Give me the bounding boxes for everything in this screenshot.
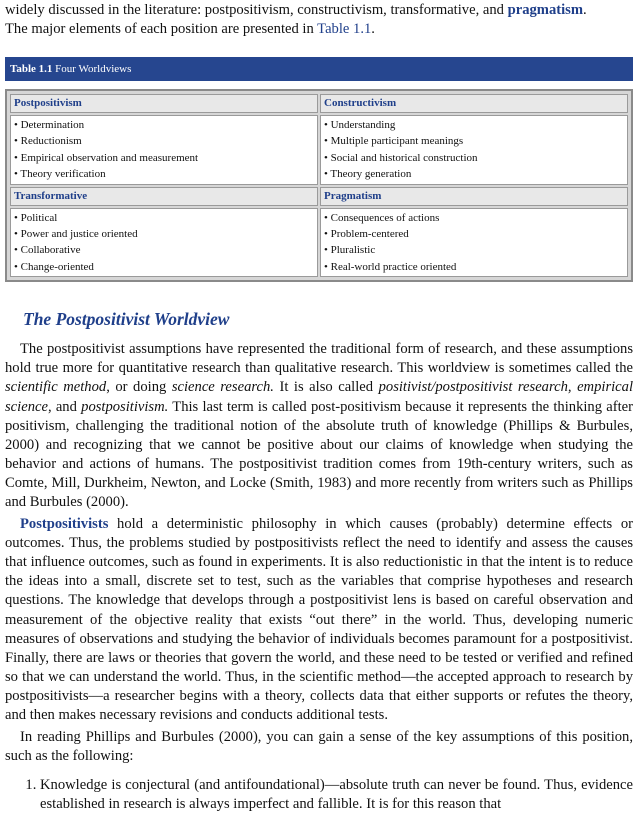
paragraph-3: In reading Phillips and Burbules (2000), you can gain a sense of the key assumptions of this position, such as the following: bbox=[5, 729, 633, 765]
postpositivists-term[interactable]: Postpositivists bbox=[20, 516, 109, 533]
p1-text-b: , or doing bbox=[106, 379, 172, 396]
table-title-bar bbox=[5, 57, 633, 81]
paragraph-1 bbox=[5, 340, 633, 512]
paragraph-2 bbox=[5, 515, 633, 725]
intro-punct: . bbox=[583, 2, 587, 18]
assumptions-list bbox=[5, 776, 633, 814]
table-cell-constructivism bbox=[320, 115, 628, 185]
list-item: • Empirical observation and measurement bbox=[14, 151, 199, 164]
list-item: • Collaborative bbox=[14, 244, 81, 257]
document-page bbox=[5, 0, 633, 815]
p1-italic-2: science research. bbox=[171, 379, 274, 396]
intro-text: widely discussed in the literature: postpositivism, constructivism, transformative, and bbox=[5, 2, 508, 18]
p1-text-c: It is also called bbox=[273, 379, 379, 396]
p1-text-e: This last term is called post-positivism because it represents the thinking after positivism, challenging the traditional notion of the absolute truth of knowledge (Phillips & Burbules, 2000) and recognizing that we cannot be positive about our claims of knowledge when studying the behavior and actions of humans. The postpositivist tradition comes from 19th-century writers, such as Comte, Mill, Durkheim, Newton, and Locke (Smith, 1983) and more recently from writers such as Phillips and Burbules (2000). bbox=[5, 398, 633, 510]
table-cell-postpositivism bbox=[10, 115, 318, 185]
list-item: • Theory generation bbox=[324, 168, 412, 181]
intro-text-2: The major elements of each position are presented in bbox=[5, 21, 318, 37]
p1-italic-1: scientific method bbox=[5, 379, 107, 396]
list-item: • Understanding bbox=[324, 119, 396, 131]
worldviews-table bbox=[5, 89, 633, 282]
intro-paragraph bbox=[5, 1, 633, 39]
list-item: • Theory verification bbox=[14, 168, 106, 181]
table-caption: Four Worldviews bbox=[52, 63, 132, 75]
table-header-pragmatism: Pragmatism bbox=[320, 187, 628, 206]
list-item: • Change-oriented bbox=[14, 260, 94, 273]
table-1-1-link[interactable]: Table 1.1 bbox=[317, 21, 372, 37]
list-item: • Determination bbox=[14, 119, 85, 131]
table-cell-pragmatism bbox=[320, 208, 628, 278]
list-item: 1. Knowledge is conjectural (and antifoundational)—absolute truth can never be found. Thus, evidence established in research is always imperfect and fallible. It is for this reason that bbox=[40, 776, 633, 814]
section-heading: The Postpositivist Worldview bbox=[23, 309, 230, 330]
list-item: • Multiple participant meanings bbox=[324, 135, 464, 148]
list-item: • Political bbox=[14, 211, 58, 224]
table-header-postpositivism: Postpositivism bbox=[10, 94, 318, 113]
p1-text-a: The postpositivist assumptions have represented the traditional form of research, and these assumptions hold true more for quantitative research than qualitative research. This worldview is sometimes called the bbox=[5, 341, 633, 377]
list-item: • Power and justice oriented bbox=[14, 228, 138, 241]
table-header-constructivism: Constructivism bbox=[320, 94, 628, 113]
list-item: • Problem-centered bbox=[324, 228, 409, 241]
pragmatism-term[interactable]: pragmatism bbox=[507, 2, 583, 18]
p2-text: hold a deterministic philosophy in which causes (probably) determine effects or outcomes. Thus, the problems studied by postpositivists reflect the need to identify and assess the causes that influence outcomes, such as found in experiments. It is also reductionistic in that the intent is to reduce the ideas into a small, discrete set to test, such as the variables that comprise hypotheses and research questions. The knowledge that develops through a postpositivist lens is based on careful observation and measurement of the objective reality that exists “out there” in the world. Thus, developing numeric measures of observations and studying the behavior of individuals becomes paramount for a postpositivist. Finally, there are laws or theories that govern the world, and these need to be tested or verified and refined so that we can understand the world. Thus, in the scientific method—the accepted approach to research by postpositivists—a researcher begins with a theory, collects data that either supports or refutes the theory, and then makes necessary revisions and conducts additional tests. bbox=[5, 516, 633, 724]
p1-text-d: , and bbox=[47, 398, 82, 415]
intro-punct-2: . bbox=[371, 21, 375, 37]
list-item: • Real-world practice oriented bbox=[324, 260, 457, 273]
table-header-transformative: Transformative bbox=[10, 187, 318, 206]
list-item: • Consequences of actions bbox=[324, 211, 440, 224]
list-item: • Social and historical construction bbox=[324, 151, 478, 164]
p1-italic-3: positivist/postpositivist research, empirical science bbox=[5, 379, 634, 415]
table-number: Table 1.1 bbox=[10, 63, 53, 75]
table-cell-transformative bbox=[10, 208, 318, 278]
list-item: • Pluralistic bbox=[324, 244, 376, 257]
list-item: • Reductionism bbox=[14, 135, 82, 148]
p1-italic-4: postpositivism. bbox=[81, 398, 169, 415]
